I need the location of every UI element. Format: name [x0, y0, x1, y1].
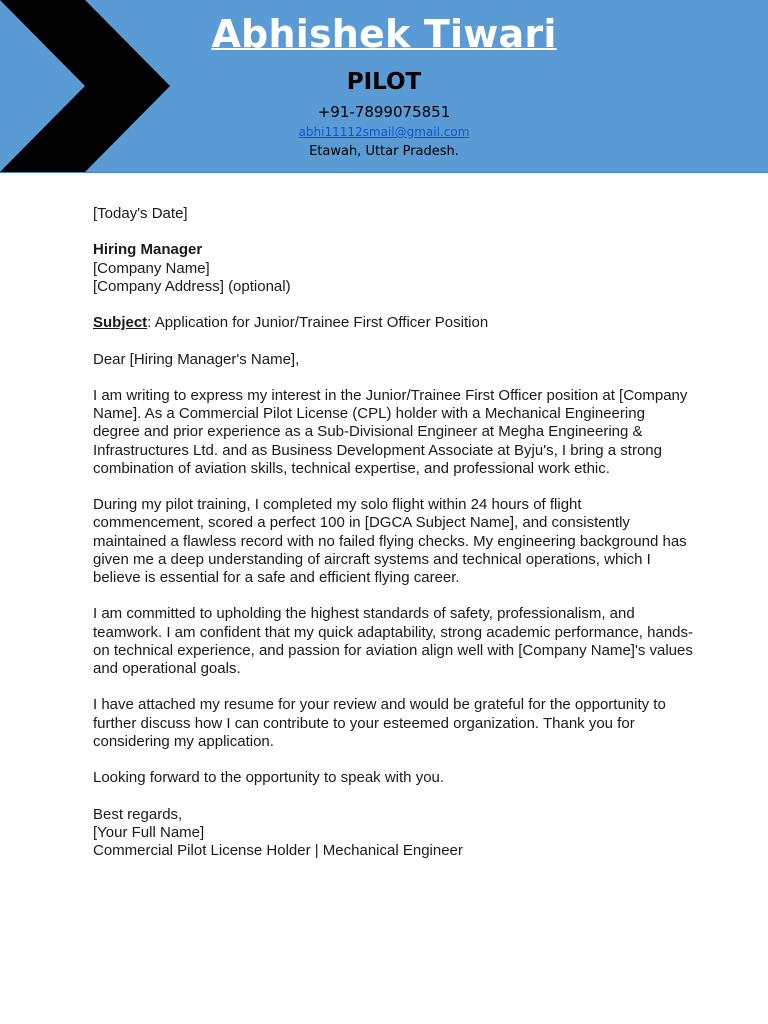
home-address: Etawah, Uttar Pradesh. [309, 144, 459, 159]
email-link[interactable]: abhi11112smail@gmail.com [298, 125, 470, 139]
signature-name: [Your Full Name] [93, 823, 205, 841]
subject-line [93, 314, 693, 332]
letter-body [93, 205, 693, 878]
paragraph-training: During my pilot training, I completed my solo flight within 24 hours of flight commencement, scored a perfect 100 in [DGCA Subject Name], and consistently maintained a flawless record with no failed flying checks. My engineering background has given me a deep understanding of aircraft systems and technical operations, which I believe is essential for a safe and efficient flying career. [93, 496, 687, 586]
sign-off: Best regards, [93, 805, 183, 823]
job-title: PILOT [346, 69, 422, 95]
signature-title: Commercial Pilot License Holder | Mechanical Engineer [93, 841, 463, 859]
paragraph-resume: I have attached my resume for your review and would be grateful for the opportunity to further discuss how I can contribute to your esteemed organization. Thank you for considering my application. [93, 696, 666, 750]
paragraph-intro: I am writing to express my interest in the Junior/Trainee First Officer position at [Company Name]. As a Commercial Pilot License (CPL) holder with a Mechanical Engineering degree and prior experience as a Sub-Divisional Engineer at Megha Engineering & Infrastructures Ltd. and as Business Development Associate at Byju's, I bring a strong combination of aviation skills, technical expertise, and professional work ethic. [93, 386, 688, 477]
applicant-name: Abhishek Tiwari [211, 12, 557, 56]
letter-date: [Today's Date] [93, 205, 188, 222]
recipient-block [93, 241, 693, 296]
salutation: Dear [Hiring Manager's Name], [93, 350, 300, 368]
phone-number: +91-7899075851 [317, 103, 451, 121]
header-banner [0, 0, 768, 173]
signature-block [93, 806, 693, 861]
subject-text: : Application for Junior/Trainee First Officer Position [147, 314, 489, 332]
closing-line: Looking forward to the opportunity to speak with you. [93, 769, 445, 787]
recipient-title: Hiring Manager [93, 241, 203, 259]
subject-label: Subject [93, 314, 148, 332]
company-address: [Company Address] (optional) [93, 277, 291, 295]
paragraph-commitment: I am committed to upholding the highest standards of safety, professionalism, and teamwork. I am confident that my quick adaptability, strong academic performance, hands-on technical experience, and passion for aviation align well with [Company Name]'s values and operational goals. [93, 605, 694, 677]
company-name: [Company Name] [93, 259, 210, 277]
